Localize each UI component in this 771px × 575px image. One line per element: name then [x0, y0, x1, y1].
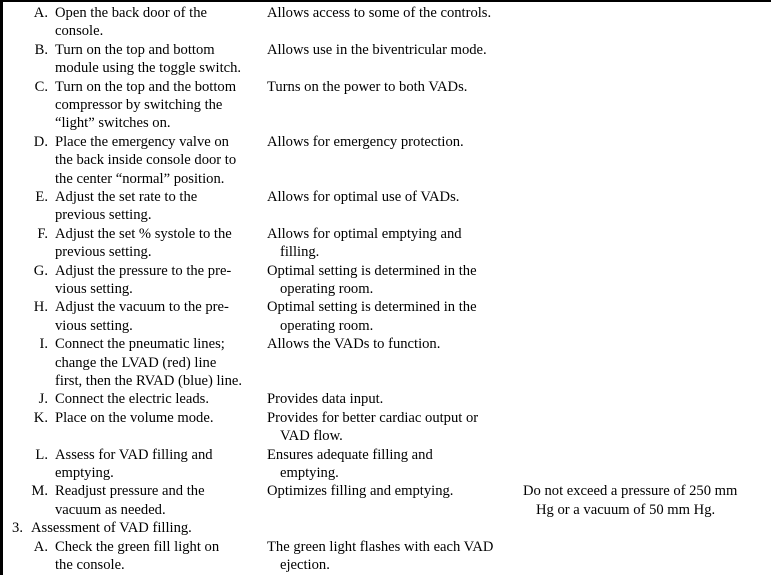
procedure-table: [0, 4, 771, 574]
step-action: Adjust the vacuum to the pre- vious setting.: [55, 299, 229, 334]
step-action: Place on the volume mode.: [55, 409, 214, 426]
step-label: A.: [33, 5, 48, 21]
step-label: J.: [38, 391, 48, 408]
step-label: A.: [33, 538, 48, 555]
procedure-row: [0, 41, 771, 78]
step-rationale: Allows for optimal emptying and filling.: [267, 225, 462, 261]
section-title: Assessment of VAD filling.: [31, 520, 192, 537]
procedure-row: [0, 538, 771, 575]
step-rationale: Allows access to some of the controls.: [267, 5, 492, 21]
procedure-row: [0, 262, 771, 299]
procedure-row: [0, 482, 771, 519]
step-action: Check the green fill light on the console.: [55, 538, 220, 573]
step-rationale: Allows use in the biventricular mode.: [267, 41, 487, 58]
procedure-row: [0, 225, 771, 262]
procedure-row: [0, 4, 771, 41]
procedure-row: [0, 446, 771, 483]
step-action: Connect the pneumatic lines; change the LVAD (red) line first, then the RVAD (blue) line.: [55, 336, 243, 389]
step-action: Readjust pressure and the vacuum as needed.: [55, 483, 205, 518]
step-label: E.: [35, 188, 48, 205]
step-action: Open the back door of the console.: [55, 5, 207, 40]
step-label: F.: [37, 225, 48, 242]
step-rationale: Turns on the power to both VADs.: [267, 78, 468, 95]
step-action: Adjust the set rate to the previous setting.: [55, 188, 198, 224]
step-action: Adjust the pressure to the pre- vious setting.: [55, 262, 232, 297]
step-label: K.: [33, 409, 48, 426]
step-action: Adjust the set % systole to the previous setting.: [55, 225, 232, 261]
step-action: Turn on the top and the bottom compressor by switching the “light” switches on.: [55, 78, 237, 132]
step-label: G.: [33, 262, 48, 279]
procedure-row: [0, 409, 771, 446]
step-action: Connect the electric leads.: [55, 391, 209, 408]
step-rationale: Allows the VADs to function.: [267, 336, 441, 353]
step-rationale: Optimizes filling and emptying.: [267, 483, 454, 500]
step-label: L.: [35, 446, 48, 463]
procedure-row: [0, 390, 771, 408]
step-label: I.: [39, 336, 48, 353]
procedure-row: [0, 133, 771, 188]
section-number: 3.: [12, 520, 23, 537]
step-rationale: Provides for better cardiac output or VAD flow.: [267, 409, 479, 445]
step-label: C.: [34, 78, 48, 95]
section-heading: [0, 519, 771, 537]
step-rationale: Ensures adequate filling and emptying.: [267, 446, 433, 481]
procedure-row: [0, 188, 771, 225]
step-rationale: Optimal setting is determined in the operating room.: [267, 262, 477, 297]
procedure-row: [0, 78, 771, 133]
step-label: H.: [33, 299, 48, 316]
procedure-row: [0, 298, 771, 335]
step-rationale: Allows for optimal use of VADs.: [267, 188, 460, 205]
step-label: B.: [34, 41, 48, 58]
step-action: Assess for VAD filling and emptying.: [55, 446, 213, 481]
step-label: D.: [33, 133, 48, 150]
top-border: [0, 0, 771, 2]
step-rationale: Provides data input.: [267, 391, 384, 408]
step-action: Place the emergency valve on the back inside console door to the center “normal” position.: [55, 133, 237, 187]
procedure-row: [0, 335, 771, 390]
step-action: Turn on the top and bottom module using the toggle switch.: [55, 41, 242, 77]
step-note: Do not exceed a pressure of 250 mm Hg or a vacuum of 50 mm Hg.: [523, 483, 738, 518]
step-rationale: The green light flashes with each VAD ejection.: [267, 538, 494, 573]
step-label: M.: [31, 483, 48, 500]
step-rationale: Allows for emergency protection.: [267, 133, 464, 150]
step-rationale: Optimal setting is determined in the operating room.: [267, 299, 477, 334]
